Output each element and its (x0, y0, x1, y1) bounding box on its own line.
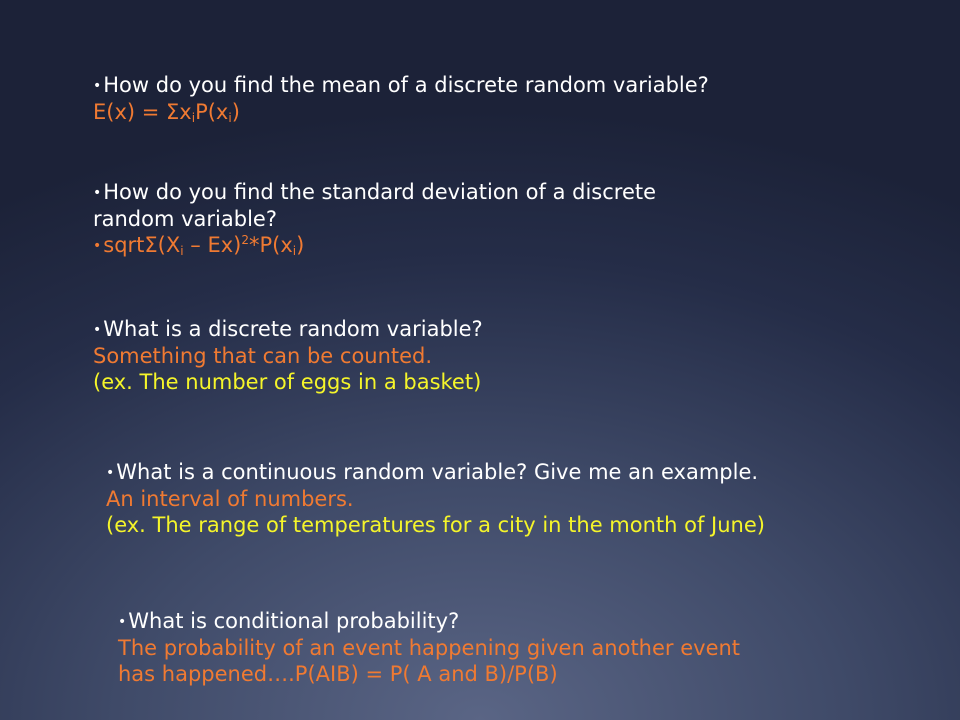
answer-conditional-probability-line2: has happened….P(AIB) = P( A and B)/P(B) (118, 662, 558, 686)
answer-continuous-variable: An interval of numbers. (106, 487, 354, 511)
bullet-icon: • (93, 238, 102, 254)
example-continuous-variable: (ex. The range of temperatures for a city in the month of June) (106, 513, 765, 537)
qa-discrete-variable (93, 316, 483, 395)
answer-discrete-variable: Something that can be counted. (93, 344, 433, 368)
answer-standard-deviation: $•sqrt\Sigma(X_i - Ex)^2*P(x_i)$ (93, 233, 305, 258)
bullet-icon: • (93, 322, 102, 338)
qa-conditional-probability (118, 608, 740, 687)
qa-mean (93, 72, 709, 125)
qa-continuous-variable (106, 459, 765, 538)
bullet-icon: • (118, 614, 127, 630)
answer-conditional-probability-line1: The probability of an event happening given another event (118, 636, 741, 660)
bullet-icon: • (93, 78, 102, 94)
question-continuous-variable: •What is a continuous random variable? Give me an example. (106, 460, 759, 484)
question-discrete-variable: •What is a discrete random variable? (93, 317, 483, 341)
qa-standard-deviation (93, 179, 656, 259)
question-standard-deviation-line1: •How do you find the standard deviation of a discrete (93, 180, 657, 204)
question-standard-deviation-line2: random variable? (93, 207, 277, 231)
answer-mean: $E(x) = \Sigma x_iP(x_i)$ (93, 100, 240, 125)
example-discrete-variable: (ex. The number of eggs in a basket) (93, 370, 482, 394)
question-conditional-probability: •What is conditional probability? (118, 609, 460, 633)
question-mean: •How do you find the mean of a discrete random variable? (93, 73, 709, 97)
bullet-icon: • (106, 465, 115, 481)
bullet-icon: • (93, 185, 102, 201)
